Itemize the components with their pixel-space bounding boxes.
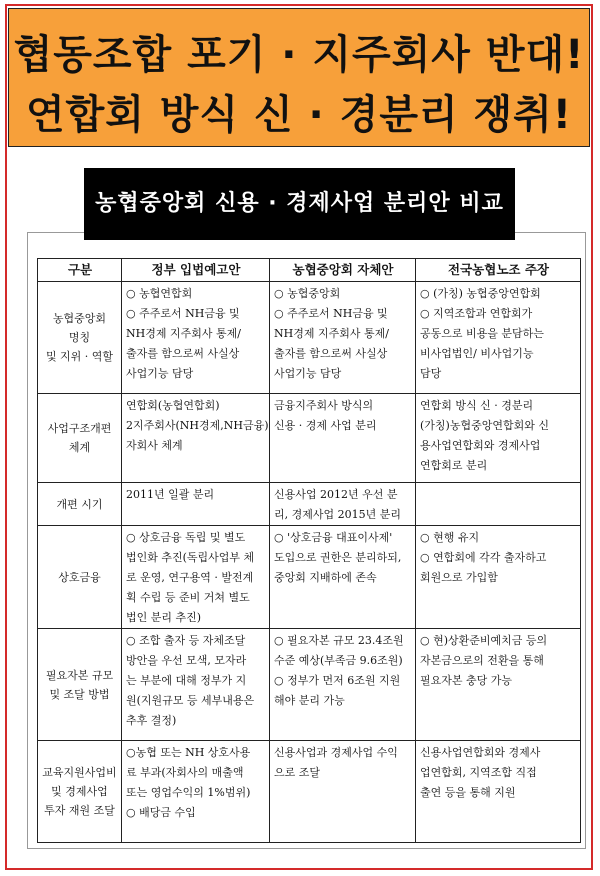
cell-text-line: 신용사업 2012년 우선 분 <box>274 488 398 501</box>
cell-text-line: ○ 정부가 먼저 6조원 지원 <box>274 674 401 687</box>
government-plan-cell <box>122 526 270 629</box>
cell-text-line: 으로 조달 <box>274 766 321 779</box>
cell-text-line: (가칭)농협중앙연합회와 신 <box>420 419 549 432</box>
cell-text-line: 사업기능 담당 <box>126 367 194 380</box>
header-category: 구분 <box>38 259 122 282</box>
header-government-plan: 정부 입법예고안 <box>122 259 270 282</box>
cell-text-line: ○ 농협중앙회 <box>274 287 341 300</box>
row-category-cell <box>38 629 122 741</box>
cell-text-line: 법인 분리 추진) <box>126 611 202 624</box>
cell-text-line: 상호금융 <box>58 570 101 584</box>
cell-text-line: ○ 필요자본 규모 23.4조원 <box>274 634 404 647</box>
row-category-cell <box>38 741 122 843</box>
table-header-row <box>38 259 581 282</box>
cell-text-line: 법인화 추진(독립사업부 체 <box>126 551 255 564</box>
header-union-claim: 전국농협노조 주장 <box>416 259 581 282</box>
union-claim-cell <box>416 526 581 629</box>
cell-text-line: ○ 현)상환준비예치금 등의 <box>420 634 548 647</box>
cell-text-line: 중앙회 지배하에 존속 <box>274 571 377 584</box>
table-row <box>38 282 581 394</box>
cell-text-line: 자회사 체계 <box>126 439 183 452</box>
row-category-cell <box>38 526 122 629</box>
cell-text-line: ○ 배당금 수입 <box>126 806 196 819</box>
cell-text-line: 출자를 함으로써 사실상 <box>126 347 240 360</box>
cell-text-line: 신용사업과 경제사업 수익 <box>274 746 398 759</box>
government-plan-cell <box>122 629 270 741</box>
cell-text-line: 교육지원사업비 <box>42 766 117 779</box>
nacf-plan-cell <box>270 282 416 394</box>
cell-text-line: ○ 농협연합회 <box>126 287 193 300</box>
cell-text-line: 연합회로 분리 <box>420 459 488 472</box>
comparison-table <box>37 258 581 843</box>
cell-text-line: 추후 결정) <box>126 714 177 727</box>
cell-text-line: 해야 분리 가능 <box>274 694 345 707</box>
row-category-cell <box>38 483 122 526</box>
headline-line-2: 연합회 방식 신 · 경분리 쟁취! <box>25 92 573 138</box>
headline-banner <box>8 8 590 147</box>
cell-text-line: 료 부과(자회사의 매출액 <box>126 766 244 779</box>
header-nacf-plan: 농협중앙회 자체안 <box>270 259 416 282</box>
table-row <box>38 394 581 483</box>
table-row <box>38 526 581 629</box>
cell-text-line: 필요자본 충당 가능 <box>420 674 513 687</box>
cell-text-line: 업연합회, 지역조합 직접 <box>420 766 537 779</box>
nacf-plan-cell <box>270 741 416 843</box>
table-row <box>38 483 581 526</box>
union-claim-cell <box>416 282 581 394</box>
cell-text-line: 자본금으로의 전환을 통해 <box>420 654 544 667</box>
cell-text-line: ○ (가칭) 농협중앙연합회 <box>420 287 541 300</box>
cell-text-line: 사업기능 담당 <box>274 367 342 380</box>
nacf-plan-cell <box>270 526 416 629</box>
cell-text-line: 및 경제사업 <box>51 785 108 798</box>
cell-text-line: ○농협 또는 NH 상호사용 <box>126 746 251 759</box>
cell-text-line: 사업구조개편 <box>47 422 112 435</box>
cell-text-line: 또는 영업수익의 1%범위) <box>126 786 251 799</box>
cell-text-line: 담당 <box>420 367 442 380</box>
cell-text-line: 신용 · 경제 사업 분리 <box>274 419 377 432</box>
cell-text-line: 투자 재원 조달 <box>44 804 115 817</box>
cell-text-line: 개편 시기 <box>56 497 103 511</box>
government-plan-cell <box>122 483 270 526</box>
cell-text-line: 출자를 함으로써 사실상 <box>274 347 388 360</box>
subtitle-title: 농협중앙회 신용 · 경제사업 분리안 비교 <box>95 191 504 216</box>
cell-text-line: 도입으로 권한은 분리하되, <box>274 551 402 564</box>
cell-text-line: 2011년 일괄 분리 <box>126 488 215 501</box>
cell-text-line: NH경제 지주회사 통제/ <box>274 327 389 340</box>
cell-text-line: ○ 주주로서 NH금융 및 <box>126 307 240 320</box>
cell-text-line: 농협중앙회 <box>52 312 107 325</box>
cell-text-line: 는 부분에 대해 정부가 지 <box>126 674 247 687</box>
cell-text-line: ○ 현행 유지 <box>420 531 480 544</box>
nacf-plan-cell <box>270 629 416 741</box>
cell-text-line: 획 수립 등 준비 거쳐 별도 <box>126 591 250 604</box>
row-category-cell <box>38 394 122 483</box>
cell-text-line: ○ 주주로서 NH금융 및 <box>274 307 388 320</box>
cell-text-line: ○ 연합회에 각각 출자하고 <box>420 551 547 564</box>
government-plan-cell <box>122 741 270 843</box>
headline-line-1: 협동조합 포기 · 지주회사 반대! <box>13 32 585 78</box>
row-category-cell <box>38 282 122 394</box>
cell-text-line: NH경제 지주회사 통제/ <box>126 327 241 340</box>
subtitle-box <box>84 168 515 240</box>
cell-text-line: 체계 <box>68 441 91 454</box>
union-claim-cell <box>416 741 581 843</box>
union-claim-cell <box>416 483 581 526</box>
table-row <box>38 629 581 741</box>
cell-text-line: 용사업연합회와 경제사업 <box>420 439 541 452</box>
cell-text-line: 방안을 우선 모색, 모자라 <box>126 654 247 667</box>
cell-text-line: 금융지주회사 방식의 <box>274 399 374 412</box>
cell-text-line: 2지주회사(NH경제,NH금융) <box>126 419 269 432</box>
cell-text-line: 공동으로 비용을 분담하는 <box>420 327 544 340</box>
cell-text-line: 및 조달 방법 <box>49 687 110 701</box>
cell-text-line: 필요자본 규모 <box>45 668 114 682</box>
table-row <box>38 741 581 843</box>
nacf-plan-cell <box>270 483 416 526</box>
cell-text-line: ○ 상호금융 독립 및 별도 <box>126 531 246 544</box>
cell-text-line: 수준 예상(부족금 9.6조원) <box>274 654 403 667</box>
cell-text-line: ○ '상호금융 대표이사제' <box>274 531 393 544</box>
cell-text-line: 신용사업연합회와 경제사 <box>420 746 541 759</box>
cell-text-line: 원(지원규모 등 세부내용은 <box>126 694 255 707</box>
government-plan-cell <box>122 394 270 483</box>
cell-text-line: 출연 등을 통해 지원 <box>420 786 516 799</box>
cell-text-line: 연합회 방식 신 · 경분리 <box>420 399 534 412</box>
cell-text-line: 연합회(농협연합회) <box>126 399 220 412</box>
union-claim-cell <box>416 629 581 741</box>
union-claim-cell <box>416 394 581 483</box>
cell-text-line: 로 운영, 연구용역 · 발전계 <box>126 571 254 584</box>
cell-text-line: 명칭 <box>68 331 91 344</box>
government-plan-cell <box>122 282 270 394</box>
cell-text-line: ○ 조합 출자 등 자체조달 <box>126 634 246 647</box>
cell-text-line: 비사업법인/ 비사업기능 <box>420 347 534 360</box>
table-body <box>38 282 581 843</box>
cell-text-line: ○ 지역조합과 연합회가 <box>420 307 533 320</box>
nacf-plan-cell <box>270 394 416 483</box>
cell-text-line: 회원으로 가입함 <box>420 571 498 584</box>
cell-text-line: 리, 경제사업 2015년 분리 <box>274 508 401 521</box>
cell-text-line: 및 지위 · 역할 <box>45 350 114 363</box>
